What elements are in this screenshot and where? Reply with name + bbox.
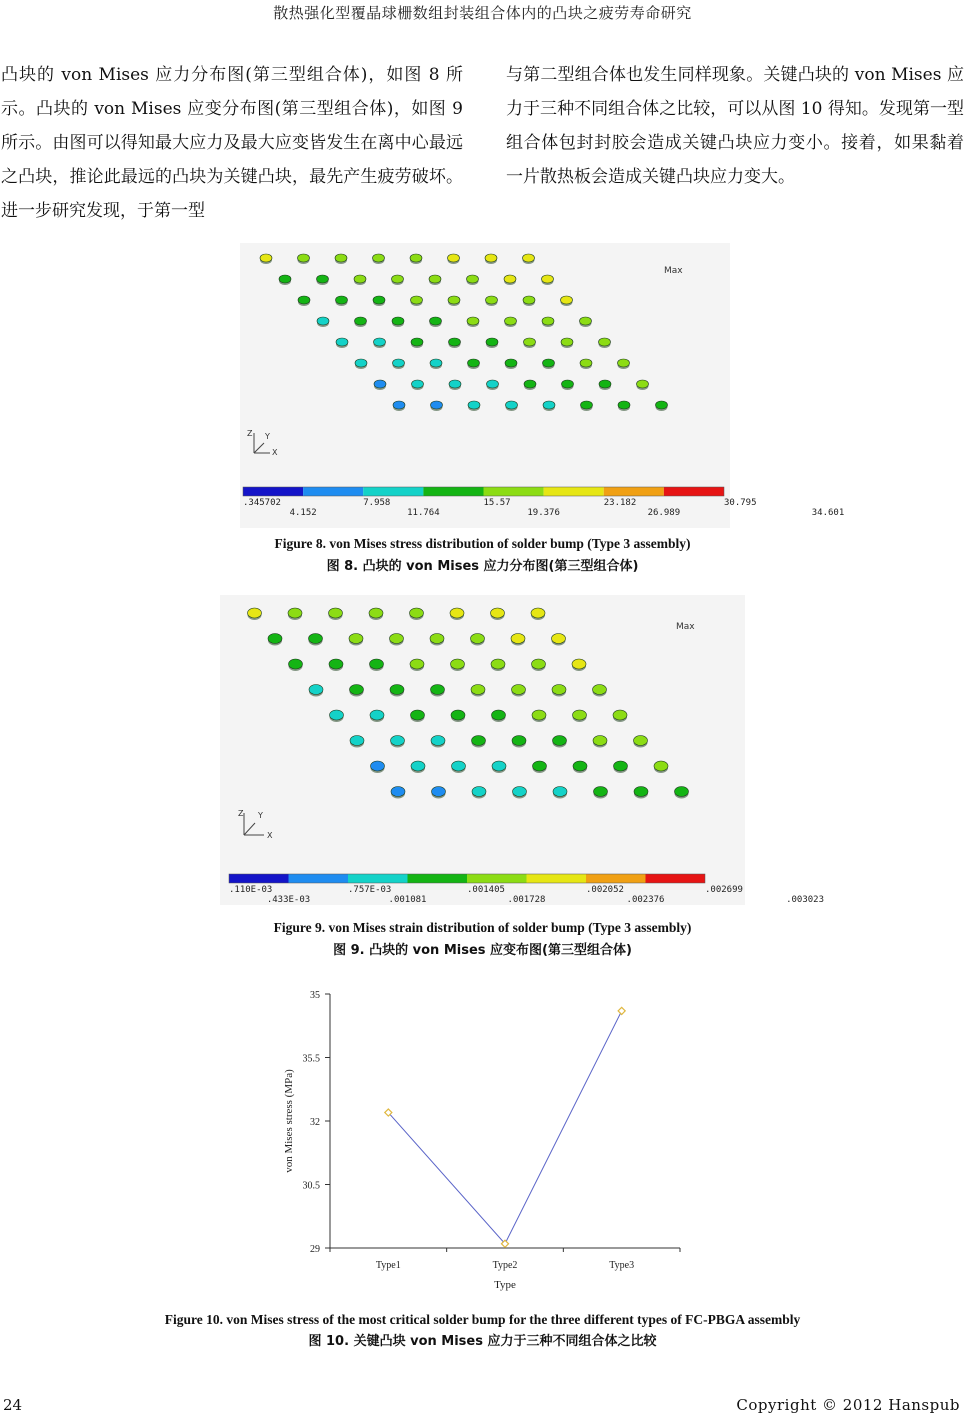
colorbar-segment <box>408 874 468 883</box>
solder-bump <box>260 254 272 264</box>
colorbar-label-top: .002699 <box>705 885 743 895</box>
solder-bump <box>533 761 547 773</box>
solder-bump <box>572 659 586 671</box>
solder-bump <box>268 634 282 646</box>
solder-bump <box>412 380 424 390</box>
solder-bump <box>467 275 479 285</box>
colorbar-segment <box>423 487 483 496</box>
solder-bump <box>329 659 343 671</box>
solder-bump <box>472 787 486 799</box>
solder-bump <box>355 317 367 327</box>
solder-bump <box>369 608 383 620</box>
fig8-axis-z: Z <box>247 429 253 438</box>
series-line <box>388 1011 621 1244</box>
fig9-bump-grid <box>248 608 689 799</box>
colorbar-label-bottom: 4.152 <box>289 508 317 518</box>
colorbar-label-bottom: .001728 <box>507 895 546 905</box>
solder-bump <box>523 254 535 264</box>
colorbar-label-bottom: 19.376 <box>527 508 560 518</box>
solder-bump <box>468 401 480 411</box>
figure-9-caption-en: Figure 9. von Mises strain distribution of solder bump (Type 3 assembly) <box>273 920 692 935</box>
solder-bump <box>391 787 405 799</box>
colorbar-label-top: 15.57 <box>483 498 511 508</box>
solder-bump <box>452 761 466 773</box>
solder-bump <box>410 254 422 264</box>
colorbar-label-bottom: .003023 <box>786 895 824 905</box>
figure-8-caption-en: Figure 8. von Mises stress distribution of solder bump (Type 3 assembly) <box>274 536 691 551</box>
colorbar-label-bottom: 26.989 <box>647 508 681 518</box>
solder-bump <box>350 736 364 748</box>
figure-9-plot <box>220 595 824 905</box>
solder-bump <box>355 359 367 369</box>
colorbar-label-bottom: .433E-03 <box>266 895 311 905</box>
colorbar-segment <box>467 874 527 883</box>
figure-10 <box>270 980 695 1290</box>
y-tick-label: 29 <box>310 1244 320 1255</box>
solder-bump <box>524 338 536 348</box>
solder-bump <box>573 710 587 722</box>
solder-bump <box>411 338 423 348</box>
figure-8 <box>240 243 845 528</box>
fig8-axis-x: X <box>272 448 278 457</box>
fig8-max-label: Max <box>664 266 683 276</box>
colorbar-label-bottom: .001081 <box>388 895 427 905</box>
solder-bump <box>504 275 516 285</box>
solder-bump <box>467 317 479 327</box>
solder-bump <box>393 401 405 411</box>
solder-bump <box>411 761 425 773</box>
solder-bump <box>354 275 366 285</box>
solder-bump <box>472 736 486 748</box>
solder-bump <box>309 634 323 646</box>
solder-bump <box>505 359 517 369</box>
solder-bump <box>432 787 446 799</box>
solder-bump <box>449 338 461 348</box>
solder-bump <box>594 787 608 799</box>
solder-bump <box>449 380 461 390</box>
colorbar-segment <box>363 487 423 496</box>
body-text-right: 与第二型组合体也发生同样现象。关键凸块的 von Mises 应力于三种不同组合体之比较，可以从图 10 得知。发现第一型组合体包封封胶会造成关键凸块应力变小。接着，如果黏着一片散热板会造成关键凸块应力变大。 <box>506 65 964 187</box>
solder-bump <box>486 296 498 306</box>
solder-bump <box>562 380 574 390</box>
solder-bump <box>634 736 648 748</box>
solder-bump <box>411 296 423 306</box>
figure-9 <box>220 595 824 905</box>
solder-bump <box>512 736 526 748</box>
solder-bump <box>593 736 607 748</box>
solder-bump <box>431 736 445 748</box>
colorbar-label-bottom: .002376 <box>626 895 665 905</box>
solder-bump <box>411 710 425 722</box>
figure-8-caption-cn: 图 8. 凸块的 von Mises 应力分布图(第三型组合体) <box>326 559 639 574</box>
solder-bump <box>580 317 592 327</box>
solder-bump <box>487 380 499 390</box>
solder-bump <box>451 659 465 671</box>
solder-bump <box>317 317 329 327</box>
solder-bump <box>429 275 441 285</box>
solder-bump <box>552 685 566 697</box>
solder-bump <box>374 338 386 348</box>
x-tick-label: Type3 <box>609 1260 635 1271</box>
solder-bump <box>392 317 404 327</box>
solder-bump <box>581 401 593 411</box>
colorbar-label-top: .110E-03 <box>229 885 273 895</box>
solder-bump <box>329 608 343 620</box>
solder-bump <box>634 787 648 799</box>
solder-bump <box>431 401 443 411</box>
figure-8-plot <box>240 243 845 528</box>
solder-bump <box>506 401 518 411</box>
solder-bump <box>298 296 310 306</box>
solder-bump <box>279 275 291 285</box>
figure-10-caption-cn: 图 10. 关键凸块 von Mises 应力于三种不同组合体之比较 <box>308 1334 657 1349</box>
solder-bump <box>531 608 545 620</box>
fig9-max-label: Max <box>676 622 695 632</box>
solder-bump <box>370 659 384 671</box>
solder-bump <box>373 296 385 306</box>
solder-bump <box>410 608 424 620</box>
solder-bump <box>431 685 445 697</box>
colorbar-segment <box>527 874 587 883</box>
solder-bump <box>448 254 460 264</box>
colorbar-segment <box>348 874 408 883</box>
x-tick-label: Type1 <box>375 1260 401 1271</box>
solder-bump <box>248 608 262 620</box>
solder-bump <box>289 659 303 671</box>
figure-10-chart <box>270 980 695 1290</box>
solder-bump <box>430 317 442 327</box>
solder-bump <box>485 254 497 264</box>
colorbar-segment <box>664 487 724 496</box>
solder-bump <box>390 634 404 646</box>
solder-bump <box>637 380 649 390</box>
solder-bump <box>599 338 611 348</box>
colorbar-label-top: .002052 <box>586 885 624 895</box>
colorbar-segment <box>484 487 544 496</box>
solder-bump <box>511 634 525 646</box>
figure-10-caption-en: Figure 10. von Mises stress of the most critical solder bump for the three different types of FC-PBGA assembly <box>164 1312 801 1327</box>
colorbar-segment <box>303 487 363 496</box>
figure-9-caption-cn: 图 9. 凸块的 von Mises 应变布图(第三型组合体) <box>333 943 632 958</box>
solder-bump <box>410 659 424 671</box>
solder-bump <box>349 634 363 646</box>
colorbar-label-top: .345702 <box>243 498 281 508</box>
solder-bump <box>335 254 347 264</box>
solder-bump <box>336 296 348 306</box>
solder-bump <box>430 634 444 646</box>
solder-bump <box>373 254 385 264</box>
solder-bump <box>390 685 404 697</box>
solder-bump <box>553 787 567 799</box>
solder-bump <box>543 401 555 411</box>
fig9-axis-y: Y <box>258 811 263 820</box>
colorbar-label-top: .001405 <box>467 885 505 895</box>
data-point <box>618 1007 625 1014</box>
fig9-colorbar <box>229 874 824 905</box>
y-tick-label: 30.5 <box>302 1180 320 1192</box>
colorbar-segment <box>544 487 604 496</box>
solder-bump <box>675 787 689 799</box>
solder-bump <box>614 761 628 773</box>
solder-bump <box>618 401 630 411</box>
solder-bump <box>573 761 587 773</box>
solder-bump <box>613 710 627 722</box>
solder-bump <box>492 710 506 722</box>
solder-bump <box>370 710 384 722</box>
solder-bump <box>471 685 485 697</box>
solder-bump <box>523 296 535 306</box>
x-axis-label: Type <box>494 1279 516 1291</box>
colorbar-segment <box>243 487 303 496</box>
y-tick-label: 35 <box>310 990 320 1001</box>
solder-bump <box>486 338 498 348</box>
solder-bump <box>471 634 485 646</box>
solder-bump <box>553 736 567 748</box>
solder-bump <box>393 359 405 369</box>
colorbar-label-top: 23.182 <box>603 498 637 508</box>
y-tick-label: 32 <box>310 1117 320 1128</box>
body-text-left: 凸块的 von Mises 应力分布图(第三型组合体)，如图 8 所示。凸块的 von Mises 应变分布图(第三型组合体)，如图 9 所示。由图可以得知最大应力及最大应变皆发生在离中心最远之凸块，推论此最远的凸块为关键凸块，最先产生疲劳破坏。进一步研究发现，于第一型 <box>1 65 463 221</box>
solder-bump <box>448 296 460 306</box>
solder-bump <box>505 317 517 327</box>
solder-bump <box>561 338 573 348</box>
solder-bump <box>392 275 404 285</box>
solder-bump <box>561 296 573 306</box>
solder-bump <box>451 710 465 722</box>
solder-bump <box>599 380 611 390</box>
solder-bump <box>654 761 668 773</box>
y-tick-label: 35.5 <box>302 1053 320 1065</box>
solder-bump <box>336 338 348 348</box>
solder-bump <box>391 736 405 748</box>
solder-bump <box>542 275 554 285</box>
solder-bump <box>430 359 442 369</box>
fig9-axis-z: Z <box>238 809 244 818</box>
solder-bump <box>298 254 310 264</box>
solder-bump <box>512 685 526 697</box>
colorbar-label-top: 30.795 <box>724 498 757 508</box>
solder-bump <box>543 359 555 369</box>
running-header: 散热强化型覆晶球栅数组封装组合体内的凸块之疲劳寿命研究 <box>273 4 692 22</box>
solder-bump <box>593 685 607 697</box>
solder-bump <box>552 634 566 646</box>
fig8-colorbar <box>243 487 844 518</box>
colorbar-label-top: 7.958 <box>363 498 391 508</box>
solder-bump <box>532 659 546 671</box>
solder-bump <box>491 608 505 620</box>
colorbar-segment <box>229 874 289 883</box>
solder-bump <box>309 685 323 697</box>
fig9-axis-x: X <box>267 831 273 840</box>
colorbar-label-bottom: 11.764 <box>407 508 440 518</box>
colorbar-segment <box>586 874 646 883</box>
x-tick-label: Type2 <box>492 1260 518 1271</box>
solder-bump <box>532 710 546 722</box>
solder-bump <box>450 608 464 620</box>
colorbar-segment <box>289 874 349 883</box>
solder-bump <box>468 359 480 369</box>
colorbar-label-bottom: 34.601 <box>811 508 845 518</box>
page-number: 24 <box>3 1396 23 1414</box>
solder-bump <box>618 359 630 369</box>
solder-bump <box>317 275 329 285</box>
copyright-notice: Copyright © 2012 Hanspub <box>736 1396 960 1414</box>
solder-bump <box>656 401 668 411</box>
solder-bump <box>542 317 554 327</box>
solder-bump <box>524 380 536 390</box>
fig8-bump-grid <box>260 254 668 411</box>
y-axis-label: von Mises stress (MPa) <box>283 1069 295 1173</box>
fig8-axis-y: Y <box>265 432 270 441</box>
solder-bump <box>492 761 506 773</box>
solder-bump <box>350 685 364 697</box>
solder-bump <box>491 659 505 671</box>
solder-bump <box>580 359 592 369</box>
colorbar-segment <box>646 874 706 883</box>
solder-bump <box>374 380 386 390</box>
solder-bump <box>371 761 385 773</box>
solder-bump <box>288 608 302 620</box>
colorbar-segment <box>604 487 664 496</box>
colorbar-label-top: .757E-03 <box>348 885 392 895</box>
solder-bump <box>513 787 527 799</box>
solder-bump <box>330 710 344 722</box>
